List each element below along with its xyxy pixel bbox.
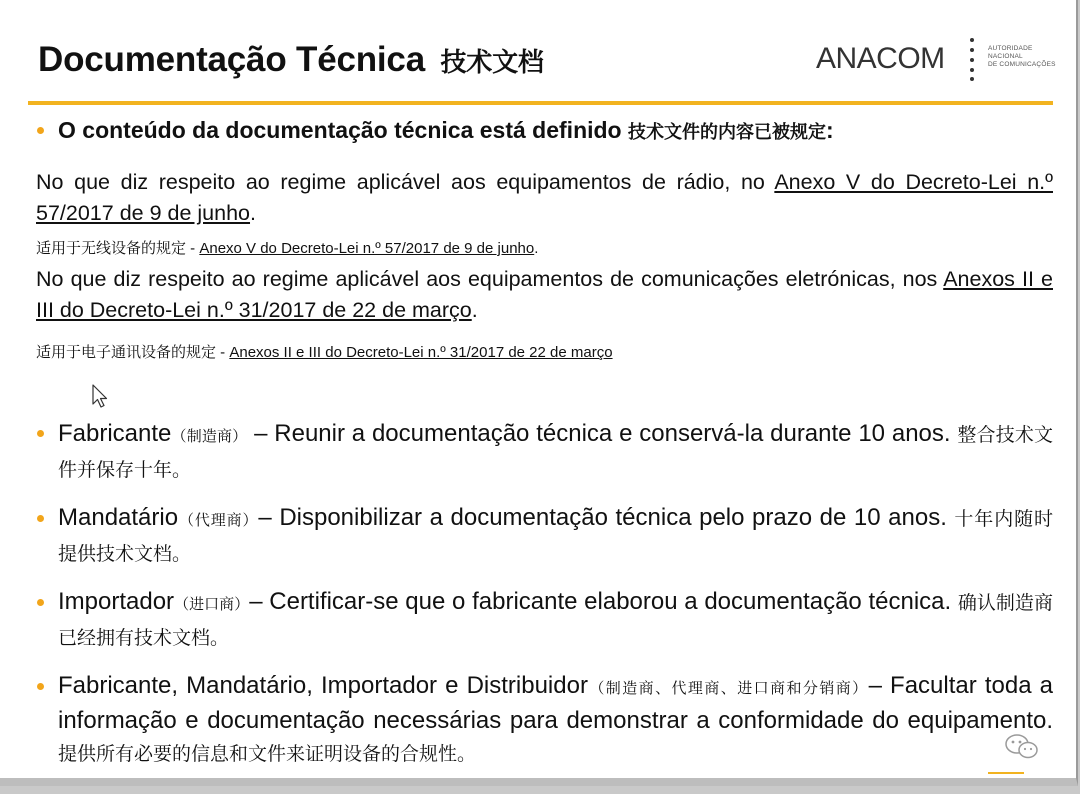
paragraph-comms-zh: [36, 341, 613, 362]
list-item-fabricante: [58, 418, 1053, 487]
role-zh-label: （代理商）: [178, 512, 259, 529]
heading-colon: :: [826, 117, 834, 143]
list-item-todos: [58, 670, 1053, 771]
paragraph-end: .: [471, 298, 478, 322]
logo-sub-line: AUTORIDADE: [988, 45, 1033, 52]
section-heading: [58, 117, 834, 144]
mouse-cursor-icon: [92, 384, 108, 410]
paragraph-radio: [36, 167, 1053, 229]
paragraph-radio-zh: [36, 237, 538, 258]
item-text: – Disponibilizar a documentação técnica pelo prazo de 10 anos.: [258, 504, 955, 531]
logo-subtitle: [988, 45, 1056, 69]
paragraph-comms: [36, 264, 1053, 326]
heading-zh-text: 技术文件的内容已被规定: [628, 122, 826, 142]
logo-word: ANACOM: [816, 42, 945, 75]
law-link[interactable]: Anexos II e III do Decreto-Lei n.º 31/2017 de 22 de março: [229, 344, 613, 361]
role-label: Importador: [58, 588, 175, 615]
logo-sub-line: NACIONAL: [988, 53, 1023, 60]
title-zh-text: 技术文档: [440, 47, 544, 77]
role-label: Mandatário: [58, 504, 179, 531]
page-title: [38, 40, 544, 80]
item-text: – Facultar toda a informação e documentação necessárias para demonstrar a conformidade do equipamento.: [58, 672, 1053, 734]
list-item-importador: [58, 586, 1053, 655]
bullet-icon: [37, 683, 44, 690]
bullet-icon: [37, 127, 44, 134]
title-text: Documentação Técnica: [38, 40, 425, 79]
logo-sub-line: DE COMUNICAÇÕES: [988, 61, 1056, 68]
zh-note-end: .: [534, 240, 539, 257]
bullet-icon: [37, 430, 44, 437]
law-link[interactable]: Anexos II e III do Decreto-Lei n.º 31/2017 de 22 de março: [36, 267, 1053, 322]
item-text: – Reunir a documentação técnica e conservá-la durante 10 anos.: [247, 420, 958, 447]
page-number: 2: [988, 772, 1024, 786]
item-zh-text: 确认制造商已经拥有技术文档。: [58, 593, 1053, 649]
paragraph-text: No que diz respeito ao regime aplicável aos equipamentos de comunicações eletrónicas, nos: [36, 267, 944, 291]
role-zh-label: （进口商）: [174, 596, 250, 613]
bullet-icon: [37, 515, 44, 522]
item-zh-text: 十年内随时提供技术文档。: [58, 509, 1053, 565]
role-zh-label: （制造商、代理商、进口商和分销商）: [587, 680, 869, 697]
item-zh-text: 提供所有必要的信息和文件来证明设备的合规性。: [58, 744, 477, 765]
logo-dots-icon: [966, 36, 978, 82]
heading-text: O conteúdo da documentação técnica está definido: [58, 117, 628, 143]
list-item-mandatario: [58, 502, 1053, 571]
law-link[interactable]: Anexo V do Decreto-Lei n.º 57/2017 de 9 de junho: [36, 170, 1053, 225]
zh-note-text: 适用于无线设备的规定 -: [36, 240, 200, 257]
bullet-icon: [37, 599, 44, 606]
item-zh-text: 整合技术文件并保存十年。: [58, 425, 1053, 481]
paragraph-text: No que diz respeito ao regime aplicável aos equipamentos de rádio, no: [36, 170, 775, 194]
role-label: Fabricante, Mandatário, Importador e Distribuidor: [58, 672, 588, 699]
zh-note-text: 适用于电子通讯设备的规定 -: [36, 344, 230, 361]
item-text: – Certificar-se que o fabricante elaborou a documentação técnica.: [249, 588, 958, 615]
paragraph-end: .: [250, 201, 256, 225]
role-zh-label: （制造商）: [171, 428, 248, 445]
law-link[interactable]: Anexo V do Decreto-Lei n.º 57/2017 de 9 de junho: [199, 240, 535, 257]
wechat-icon: [1002, 732, 1042, 762]
title-divider: [28, 101, 1053, 105]
anacom-logo: [816, 34, 1056, 84]
role-label: Fabricante: [58, 420, 172, 447]
